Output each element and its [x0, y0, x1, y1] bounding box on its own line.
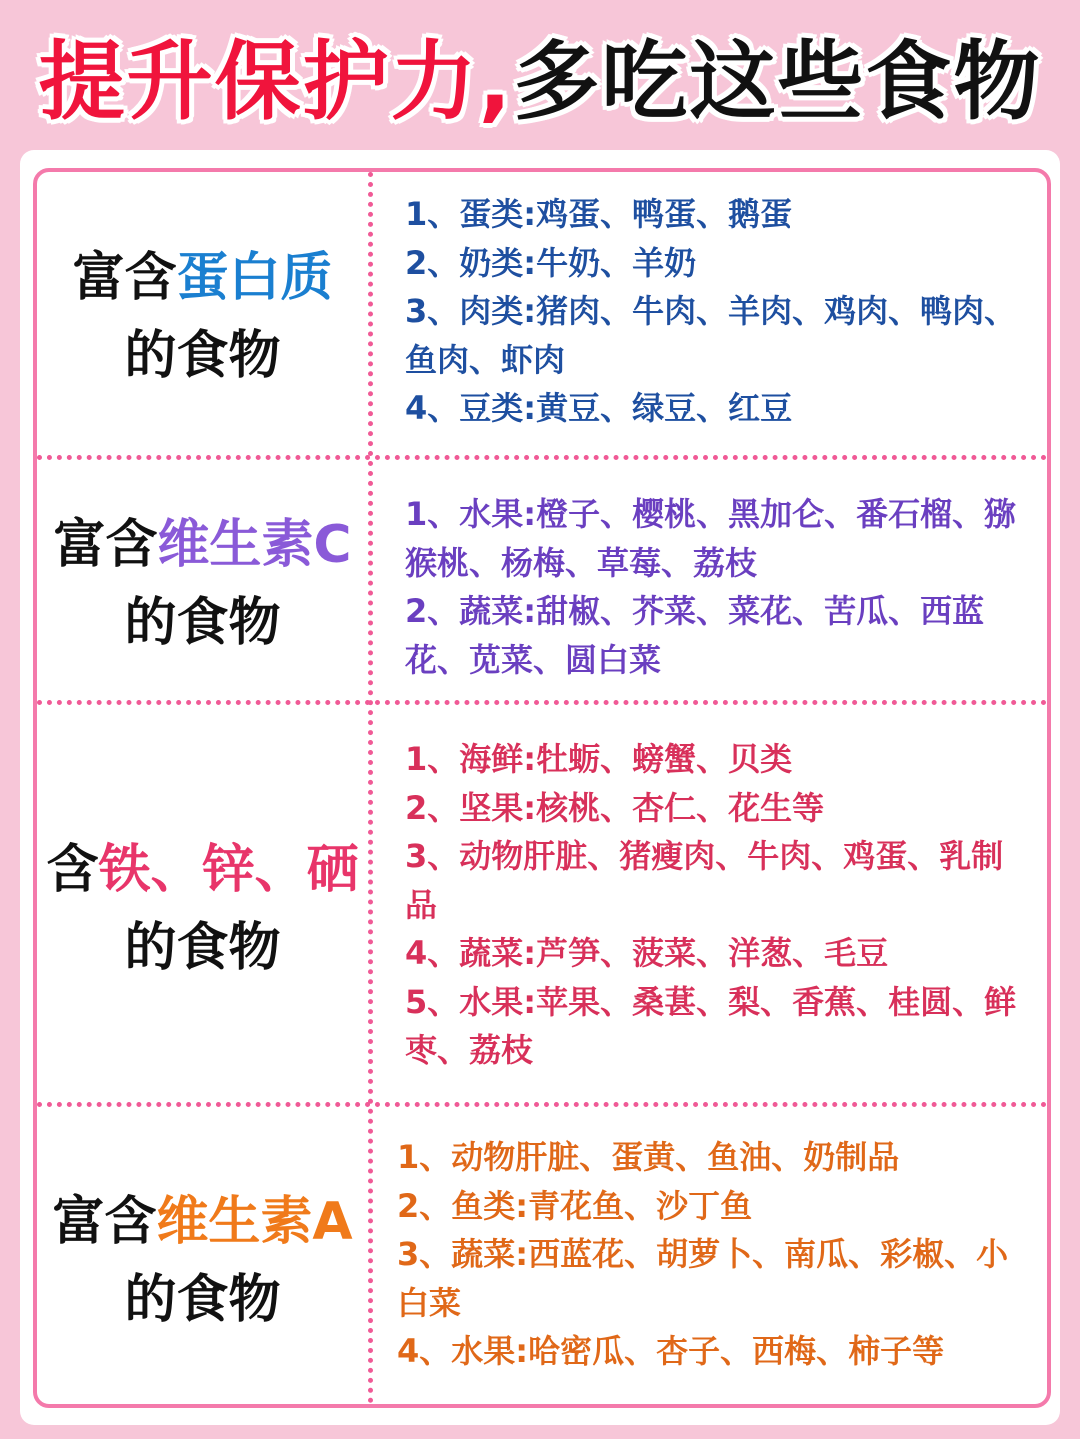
section-label-vitamin-c: 富含维生素C 的食物: [37, 470, 368, 698]
list-item: 1、蛋类:鸡蛋、鸭蛋、鹅蛋: [405, 195, 793, 233]
section-label-minerals: 含铁、锌、硒 的食物: [37, 718, 368, 1100]
section-list-minerals: [405, 735, 1025, 1075]
label-highlight: 蛋白质: [176, 248, 333, 308]
section-label-vitamin-a: 富含维生素A 的食物: [37, 1118, 368, 1403]
list-item: 3、动物肝脏、猪瘦肉、牛肉、鸡蛋、乳制品: [405, 837, 1004, 924]
title-highlight: 提升保护力,: [38, 32, 514, 132]
section-list-vitamin-a: [397, 1133, 1027, 1376]
list-item: 1、海鲜:牡蛎、螃蟹、贝类: [405, 740, 793, 778]
row-divider: [37, 455, 1047, 460]
section-list-protein: [405, 190, 1025, 433]
section-list-vitamin-c: [405, 490, 1025, 684]
row-divider: [37, 700, 1047, 705]
title-rest: 多吃这些食物: [513, 32, 1042, 132]
section-label-protein: 富含蛋白质 的食物: [37, 182, 368, 452]
list-item: 3、肉类:猪肉、牛肉、羊肉、鸡肉、鸭肉、鱼肉、虾肉: [405, 292, 1017, 379]
list-item: 1、动物肝脏、蛋黄、鱼油、奶制品: [397, 1138, 900, 1176]
list-item: 5、水果:苹果、桑葚、梨、香蕉、桂圆、鲜枣、荔枝: [405, 982, 1017, 1069]
list-item: 2、坚果:核桃、杏仁、花生等: [405, 788, 825, 827]
list-item: 3、蔬菜:西蓝花、胡萝卜、南瓜、彩椒、小白菜: [397, 1235, 1009, 1322]
list-item: 2、鱼类:青花鱼、沙丁鱼: [397, 1186, 753, 1225]
list-item: 4、水果:哈密瓜、杏子、西梅、柿子等: [397, 1332, 945, 1370]
list-item: 2、蔬菜:甜椒、芥菜、菜花、苦瓜、西蓝花、苋菜、圆白菜: [405, 592, 985, 679]
label-highlight: 维生素C: [157, 515, 352, 575]
label-highlight: 维生素A: [156, 1191, 353, 1252]
page-title: [0, 22, 1080, 142]
list-item: 4、豆类:黄豆、绿豆、红豆: [405, 389, 793, 427]
label-suffix: 的食物: [124, 593, 281, 653]
list-item: 2、奶类:牛奶、羊奶: [405, 243, 697, 282]
label-suffix: 的食物: [124, 1269, 281, 1330]
label-suffix: 的食物: [124, 918, 281, 978]
row-divider: [37, 1102, 1047, 1107]
label-suffix: 的食物: [124, 326, 281, 386]
list-item: 1、水果:橙子、樱桃、黑加仑、番石榴、猕猴桃、杨梅、草莓、荔枝: [405, 495, 1017, 582]
list-item: 4、蔬菜:芦笋、菠菜、洋葱、毛豆: [405, 934, 889, 972]
column-divider: [368, 172, 373, 1404]
label-highlight: 铁、锌、硒: [98, 840, 359, 900]
